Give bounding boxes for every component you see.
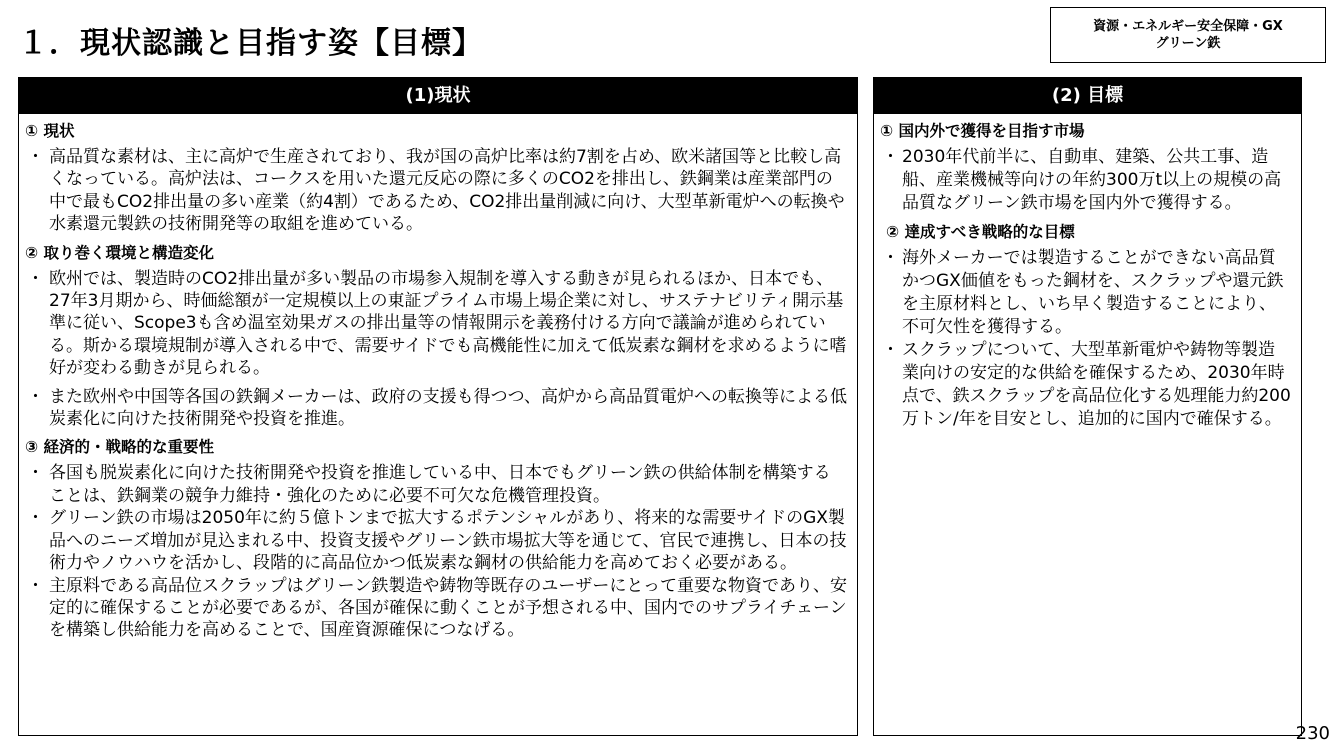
bullet-item: ・ また欧州や中国等各国の鉄鋼メーカーは、政府の支援も得つつ、高炉から高品質電炉への転換等による低炭素化に向けた技術開発や投資を推進。: [27, 386, 847, 430]
panel-heading: (1)現状: [19, 78, 857, 114]
category-tag: [1050, 7, 1326, 63]
bullet-text: また欧州や中国等各国の鉄鋼メーカーは、政府の支援も得つつ、高炉から高品質電炉への転換等による低炭素化に向けた技術開発や投資を推進。: [49, 386, 847, 430]
bullet-item: ・ 2030年代前半に、自動車、建築、公共工事、造船、産業機械等向けの年約300万t以上の規模の高品質なグリーン鉄市場を国内外で獲得する。: [882, 147, 1282, 213]
goals-panel: [873, 77, 1302, 736]
panel-body: [19, 114, 857, 642]
bullet-text: 2030年代前半に、自動車、建築、公共工事、造船、産業機械等向けの年約300万t以上の規模の高品質なグリーン鉄市場を国内外で獲得する。: [902, 147, 1282, 213]
panel-body: [874, 114, 1301, 431]
bullet-item: ・ 高品質な素材は、主に高炉で生産されており、我が国の高炉比率は約7割を占め、欧米諸国等と比較し高くなっている。高炉法は、コークスを用いた還元反応の際に多くのCO2を排出し、鉄鋼業は産業部門の中で最もCO2排出量の多い産業（約4割）であるため、CO2排出量削減に向け、大型革新電炉への転換や水素還元製鉄の技術開発等の取組を進めている。: [27, 147, 845, 235]
bullet-text: グリーン鉄の市場は2050年に約５億トンまで拡大するポテンシャルがあり、将来的な需要サイドのGX製品へのニーズ増加が見込まれる中、投資支援やグリーン鉄市場拡大等を通じて、官民で連携し、日本の技術力やノウハウを活かし、段階的に高品位かつ低炭素な鋼材の供給能力を高めておく必要がある。: [49, 508, 847, 574]
section-heading: ② 取り巻く環境と構造変化: [25, 243, 215, 262]
bullet-text: 各国も脱炭素化に向けた技術開発や投資を推進している中、日本でもグリーン鉄の供給体制を構築することは、鉄鋼業の競争力維持・強化のために必要不可欠な危機管理投資。: [49, 463, 831, 506]
bullet-item: ・ 各国も脱炭素化に向けた技術開発や投資を推進している中、日本でもグリーン鉄の供給体制を構築することは、鉄鋼業の競争力維持・強化のために必要不可欠な危機管理投資。: [27, 463, 831, 506]
bullet-item: ・ 海外メーカーでは製造することができない高品質かつGX価値をもった鋼材を、スクラップや還元鉄を主原材料とし、いち早く製造することにより、不可欠性を獲得する。: [882, 248, 1284, 337]
bullet-text: スクラップについて、大型革新電炉や鋳物等製造業向けの安定的な供給を確保するため、2030年時点で、鉄スクラップを高品位化する処理能力約200万トン/年を目安とし、追加的に国内で確保する。: [902, 340, 1291, 429]
section-heading: ① 国内外で獲得を目指す市場: [880, 122, 1085, 140]
bullet-item: ・ スクラップについて、大型革新電炉や鋳物等製造業向けの安定的な供給を確保するため、2030年時点で、鉄スクラップを高品位化する処理能力約200万トン/年を目安とし、追加的に国内で確保する。: [882, 340, 1291, 429]
category-tag-line2: グリーン鉄: [1155, 36, 1221, 51]
bullet-text: 高品質な素材は、主に高炉で生産されており、我が国の高炉比率は約7割を占め、欧米諸国等と比較し高くなっている。高炉法は、コークスを用いた還元反応の際に多くのCO2を排出し、鉄鋼業は産業部門の中で最もCO2排出量の多い産業（約4割）であるため、CO2排出量削減に向け、大型革新電炉への転換や水素還元製鉄の技術開発等の取組を進めている。: [49, 147, 845, 235]
bullet-text: 海外メーカーでは製造することができない高品質かつGX価値をもった鋼材を、スクラップや還元鉄を主原材料とし、いち早く製造することにより、不可欠性を獲得する。: [902, 248, 1284, 337]
bullet-item: ・ 欧州では、製造時のCO2排出量が多い製品の市場参入規制を導入する動きが見られるほか、日本でも、27年3月期から、時価総額が一定規模以上の東証プライム市場上場企業に対し、サステナビリティ開示基準に従い、Scope3も含め温室効果ガスの排出量等の情報開示を義務付ける方向で議論が進められている。斯かる環境規制が導入される中で、需要サイドでも高機能性に加えて低炭素な鋼材を求めるように嗜好が変わる動きが見られる。: [27, 268, 847, 379]
page-number: 230: [1295, 723, 1330, 744]
bullet-item: ・ 主原料である高品位スクラップはグリーン鉄製造や鋳物等既存のユーザーにとって重要な物資であり、安定的に確保することが必要であるが、各国が確保に動くことが予想される中、国内でのサプライチェーンを構築し供給能力を高めることで、国産資源確保につなげる。: [27, 575, 847, 641]
current-status-panel: [18, 77, 858, 736]
page-title: １．現状認識と目指す姿【目標】: [18, 26, 483, 61]
section-heading: ③ 経済的・戦略的な重要性: [25, 438, 215, 457]
bullet-text: 欧州では、製造時のCO2排出量が多い製品の市場参入規制を導入する動きが見られるほか、日本でも、27年3月期から、時価総額が一定規模以上の東証プライム市場上場企業に対し、サステナビリティ開示基準に従い、Scope3も含め温室効果ガスの排出量等の情報開示を義務付ける方向で議論が進められている。斯かる環境規制が導入される中で、需要サイドでも高機能性に加えて低炭素な鋼材を求めるように嗜好が変わる動きが見られる。: [49, 268, 847, 379]
category-tag-line1: 資源・エネルギー安全保障・GX: [1093, 19, 1283, 34]
bullet-text: 主原料である高品位スクラップはグリーン鉄製造や鋳物等既存のユーザーにとって重要な物資であり、安定的に確保することが必要であるが、各国が確保に動くことが予想される中、国内でのサプライチェーンを構築し供給能力を高めることで、国産資源確保につなげる。: [49, 575, 847, 641]
section-heading: ② 達成すべき戦略的な目標: [886, 223, 1075, 241]
section-heading: ① 現状: [25, 122, 75, 140]
panel-heading: (2) 目標: [874, 78, 1301, 114]
bullet-item: ・ グリーン鉄の市場は2050年に約５億トンまで拡大するポテンシャルがあり、将来的な需要サイドのGX製品へのニーズ増加が見込まれる中、投資支援やグリーン鉄市場拡大等を通じて、官民で連携し、日本の技術力やノウハウを活かし、段階的に高品位かつ低炭素な鋼材の供給能力を高めておく必要がある。: [27, 508, 847, 574]
